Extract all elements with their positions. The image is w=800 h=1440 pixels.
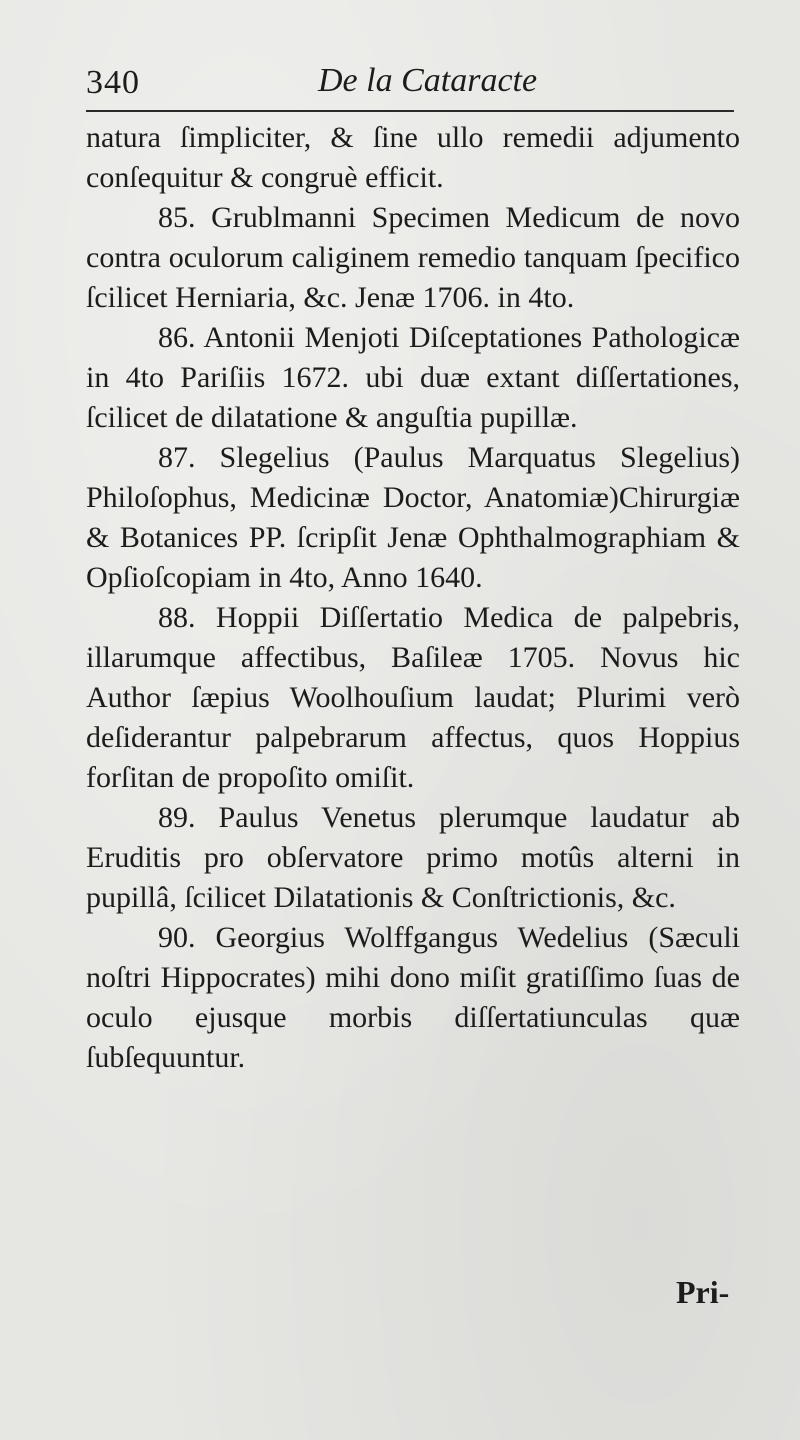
header-rule bbox=[86, 110, 734, 112]
running-head: De la Cataracte bbox=[318, 62, 538, 99]
body-text bbox=[86, 118, 740, 1078]
entry-86: 86. Antonii Menjoti Diſceptationes Pathologicæ in 4to Pariſiis 1672. ubi duæ extant diſſertationes, ſcilicet de dilatatione & anguſtia pupillæ. bbox=[86, 321, 740, 434]
paragraph-continuation: natura ſimpliciter, & ſine ullo remedii adjumento conſequitur & congruè efficit. bbox=[86, 121, 740, 194]
entry-88: 88. Hoppii Diſſertatio Medica de palpebris, illarumque affectibus, Baſileæ 1705. Novus hic Author ſæpius Woolhouſium laudat; Plurimi verò deſiderantur palpebrarum affectus, quos Hoppius forſitan de propoſito omiſit. bbox=[86, 601, 740, 794]
entry-90: 90. Georgius Wolffgangus Wedelius (Sæculi noſtri Hippocrates) mihi dono miſit gratiſſimo ſuas de oculo ejusque morbis diſſertatiunculas quæ ſubſequuntur. bbox=[86, 921, 740, 1074]
entry-89: 89. Paulus Venetus plerumque laudatur ab Eruditis pro obſervatore primo motûs alterni in pupillâ, ſcilicet Dilatationis & Conſtrictionis, &c. bbox=[86, 801, 740, 914]
entry-85: 85. Grublmanni Specimen Medicum de novo contra oculorum caliginem remedio tanquam ſpecifico ſcilicet Herniaria, &c. Jenæ 1706. in 4to. bbox=[86, 201, 740, 314]
catchword: Pri- bbox=[676, 1274, 730, 1310]
page-number: 340 bbox=[86, 64, 140, 101]
entry-87: 87. Slegelius (Paulus Marquatus Slegelius) Philoſophus, Medicinæ Doctor, Anatomiæ)Chirurgiæ & Botanices PP. ſcripſit Jenæ Ophthalmographiam & Opſioſcopiam in 4to, Anno 1640. bbox=[86, 441, 740, 594]
